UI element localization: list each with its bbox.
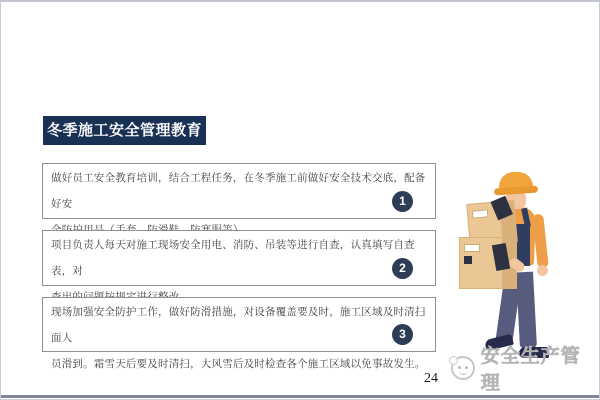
mascot-ear-icon bbox=[449, 356, 458, 365]
mascot-face-icon bbox=[451, 356, 475, 380]
bottom-edge-line bbox=[1, 395, 599, 398]
point-box-1 bbox=[42, 163, 436, 219]
watermark-brand bbox=[451, 346, 599, 394]
carton-large-white-label bbox=[464, 244, 480, 252]
worker-carrying-boxes-illustration bbox=[453, 164, 563, 359]
worker-right-hand bbox=[537, 265, 548, 276]
point-3-line1: 现场加强安全防护工作，做好防滑措施，对设备覆盖要及时，施工区域及时清扫面人 bbox=[51, 306, 426, 344]
mascot-eye-icon bbox=[465, 366, 468, 369]
carton-small-white-label bbox=[472, 209, 489, 218]
point-2-line1: 项目负责人每天对施工现场安全用电、消防、吊装等进行自查，认真填写自查表，对 bbox=[51, 239, 415, 277]
point-box-2 bbox=[42, 230, 436, 286]
page-number: 24 bbox=[424, 371, 438, 386]
point-1-line1: 做好员工安全教育培训，结合工程任务，在冬季施工前做好安全技术交底，配备好安 bbox=[51, 172, 426, 210]
point-1-number-badge: 1 bbox=[392, 191, 413, 212]
point-3-text bbox=[51, 299, 427, 377]
point-3-line2: 员滑到。霜雪天后要及时清扫，大风雪后及时检查各个施工区域以免事故发生。 bbox=[51, 358, 426, 370]
slide-title: 冬季施工安全管理教育 bbox=[43, 116, 206, 145]
mascot-mouth-icon bbox=[459, 370, 467, 375]
mascot-eye-icon bbox=[458, 366, 461, 369]
point-box-3 bbox=[42, 297, 436, 370]
carton-large-stamp bbox=[464, 256, 472, 264]
worker-right-leg bbox=[516, 272, 537, 349]
point-2-number-badge: 2 bbox=[392, 258, 413, 279]
point-3-number-badge: 3 bbox=[392, 324, 413, 345]
watermark-text: 安全生产管理 bbox=[480, 346, 581, 394]
